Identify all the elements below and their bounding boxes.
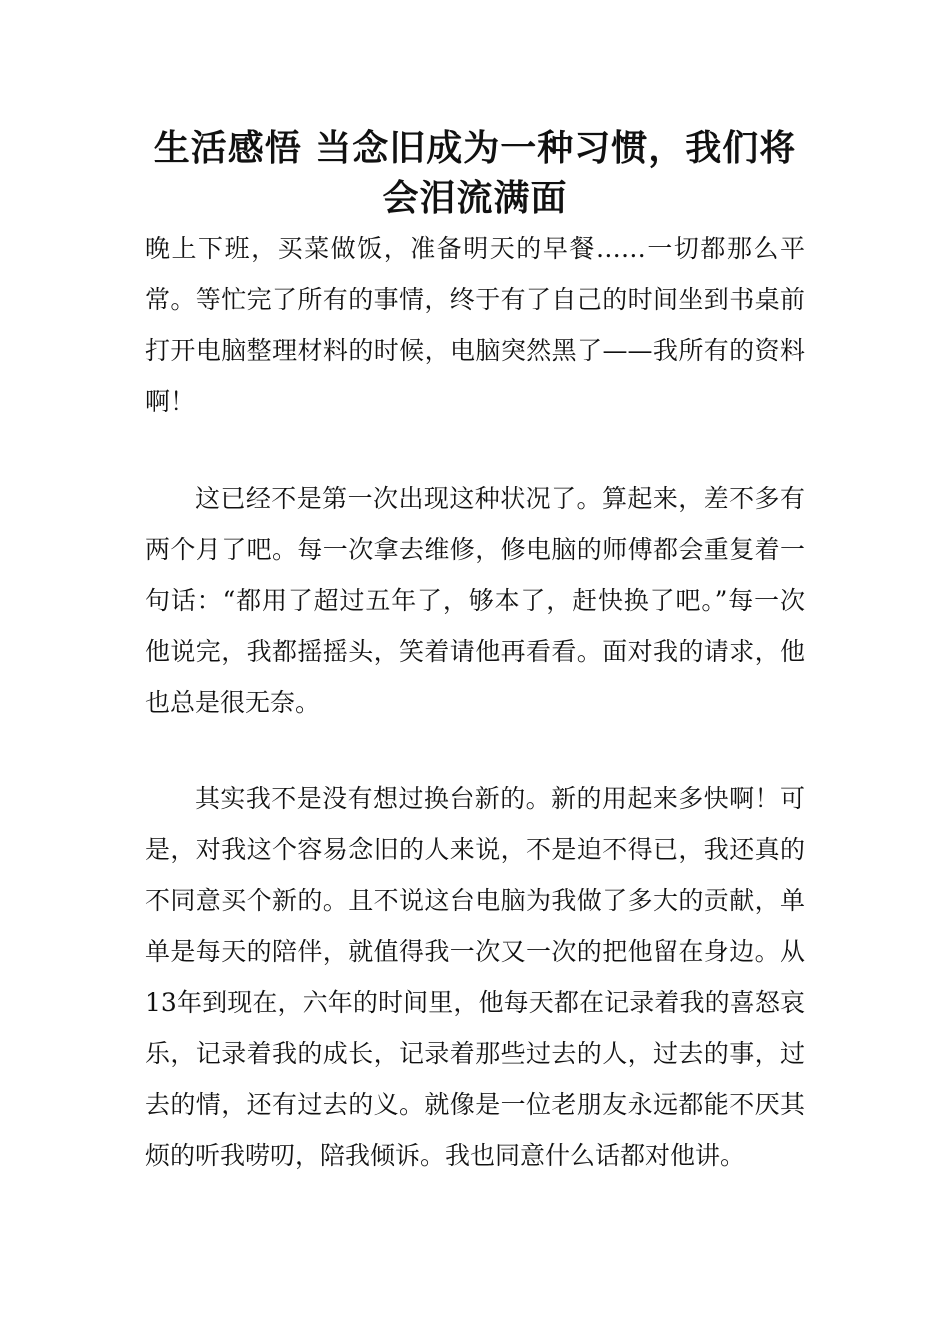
paragraph-block-1 — [145, 223, 805, 427]
document-title: 生活感悟 当念旧成为一种习惯，我们将会泪流满面 — [153, 128, 797, 219]
paragraph-3: 其实我不是没有想过换台新的。新的用起来多快啊！可是，对我这个容易念旧的人来说，不是迫不得已，我还真的不同意买个新的。且不说这台电脑为我做了多大的贡献，单单是每天的陪伴，就值得我一次又一次的把他留在身边。从13年到现在，六年的时间里，他每天都在记录着我的喜怒哀乐，记录着我的成长，记录着那些过去的人，过去的事，过去的情，还有过去的义。就像是一位老朋友永远都能不厌其烦的听我唠叨，陪我倾诉。我也同意什么话都对他讲。 — [145, 784, 805, 1170]
paragraph-2: 这已经不是第一次出现这种状况了。算起来，差不多有两个月了吧。每一次拿去维修，修电脑的师傅都会重复着一句话：“都用了超过五年了，够本了，赶快换了吧。”每一次他说完，我都摇摇头，笑着请他再看看。面对我的请求，他也总是很无奈。 — [145, 484, 805, 717]
paragraph-block-2 — [145, 473, 805, 728]
paragraph-block-3 — [145, 773, 805, 1181]
paragraph-1: 晚上下班，买菜做饭，准备明天的早餐……一切都那么平常。等忙完了所有的事情，终于有了自己的时间坐到书桌前打开电脑整理材料的时候，电脑突然黑了——我所有的资料啊！ — [145, 234, 805, 416]
